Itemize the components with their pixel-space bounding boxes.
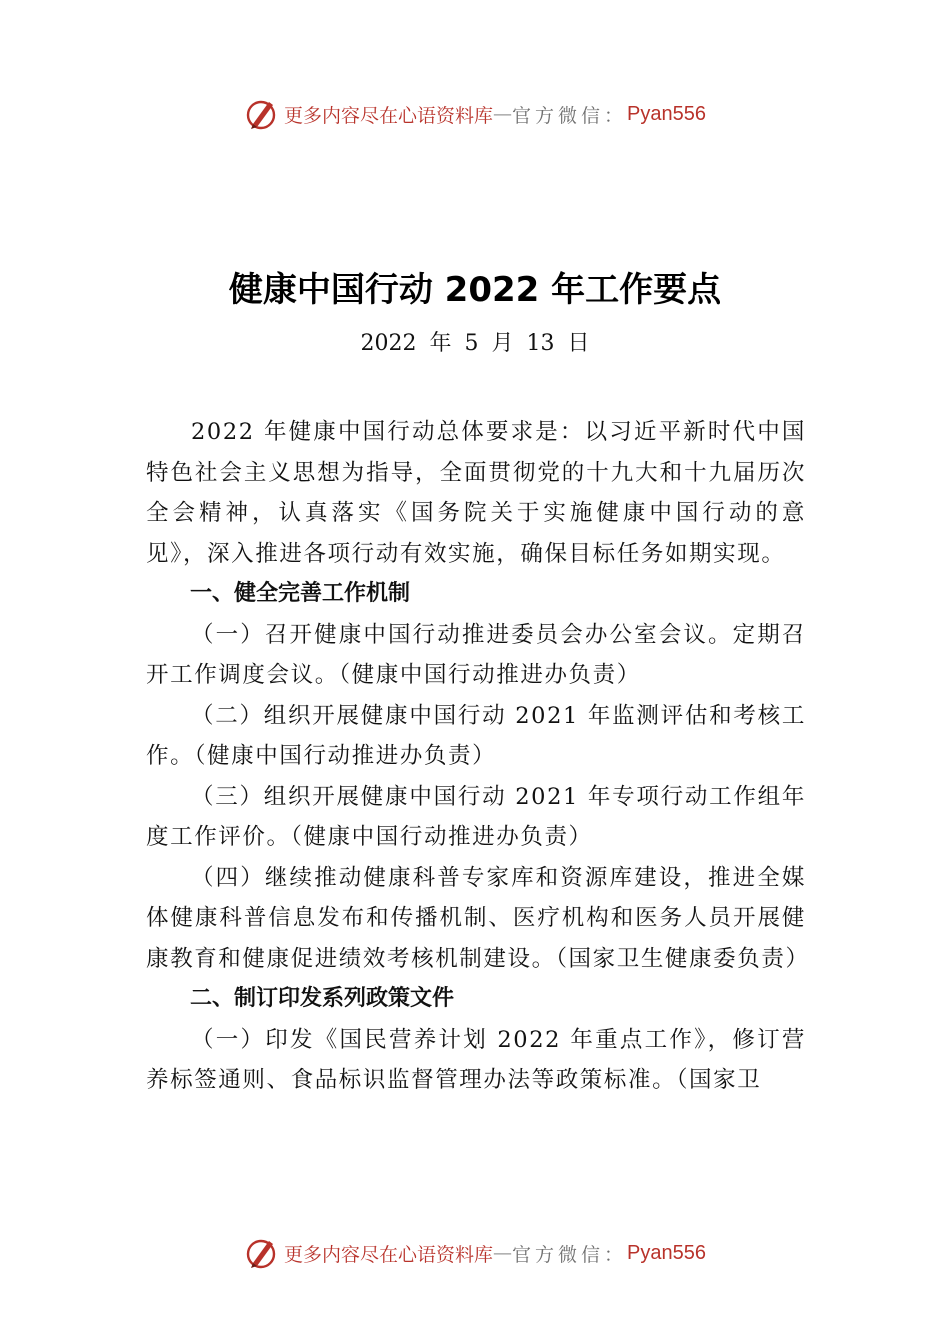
pen-logo-icon bbox=[244, 96, 280, 132]
pen-logo-icon bbox=[244, 1235, 280, 1271]
footer-watermark bbox=[0, 1233, 950, 1273]
section-item: （三）组织开展健康中国行动 2021 年专项行动工作组年度工作评价。（健康中国行动推进办负责） bbox=[146, 783, 806, 850]
section-item: （一）印发《国民营养计划 2022 年重点工作》，修订营养标签通则、食品标识监督管理办法等政策标准。（国家卫 bbox=[146, 1026, 806, 1093]
section-heading: 一、健全完善工作机制 bbox=[190, 581, 411, 606]
section-heading: 二、制订印发系列政策文件 bbox=[190, 986, 455, 1011]
section-item: （二）组织开展健康中国行动 2021 年监测评估和考核工作。（健康中国行动推进办负责） bbox=[146, 702, 806, 769]
watermark-text: 更多内容尽在心语资料库 bbox=[284, 1243, 494, 1266]
section-item: （四）继续推动健康科普专家库和资源库建设，推进全媒体健康科普信息发布和传播机制、医疗机构和医务人员开展健康教育和健康促进绩效考核机制建设。（国家卫生健康委负责） bbox=[146, 864, 810, 972]
document-body bbox=[146, 412, 810, 1101]
watermark-wechat-id: Pyan556 bbox=[627, 1241, 706, 1264]
watermark-wechat-label: 官方微信： bbox=[512, 104, 628, 127]
watermark-separator: — bbox=[493, 1242, 513, 1264]
section-item: （一）召开健康中国行动推进委员会办公室会议。定期召开工作调度会议。（健康中国行动推进办负责） bbox=[146, 621, 806, 688]
watermark-text: 更多内容尽在心语资料库 bbox=[284, 104, 494, 127]
document-date: 2022 年 5 月 13 日 bbox=[360, 331, 590, 356]
intro-paragraph: 2022 年健康中国行动总体要求是：以习近平新时代中国特色社会主义思想为指导，全面贯彻党的十九大和十九届历次全会精神，认真落实《国务院关于实施健康中国行动的意见》，深入推进各项行动有效实施，确保目标任务如期实现。 bbox=[146, 419, 806, 567]
watermark-wechat-label: 官方微信： bbox=[512, 1243, 628, 1266]
header-watermark bbox=[0, 94, 950, 134]
document-title: 健康中国行动 2022 年工作要点 bbox=[228, 270, 722, 310]
watermark-separator: — bbox=[493, 103, 513, 125]
watermark-wechat-id: Pyan556 bbox=[627, 102, 706, 125]
